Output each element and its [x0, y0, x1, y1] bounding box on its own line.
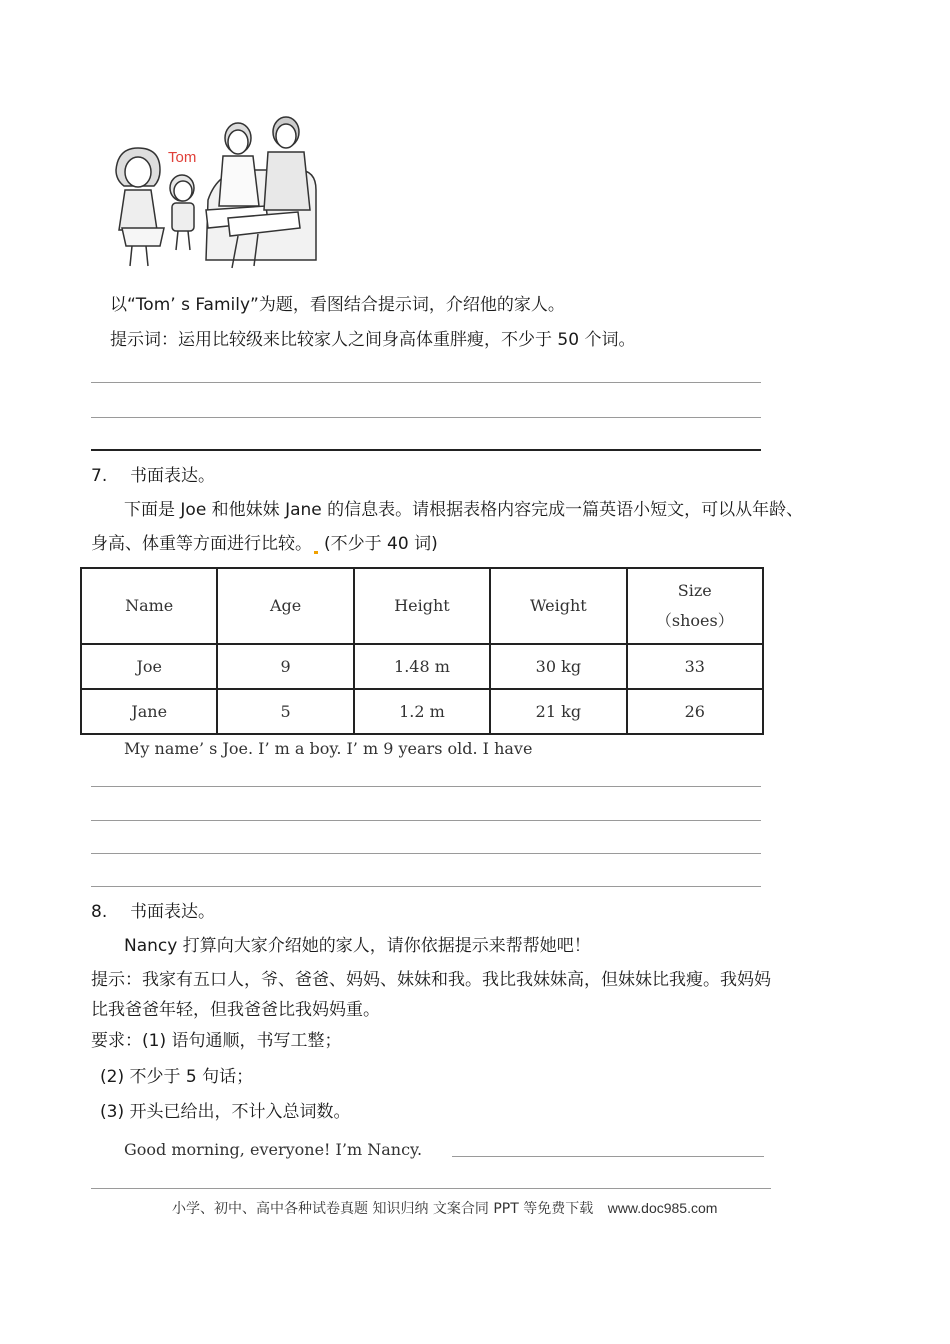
q7-intro-line1: 下面是 Joe 和他妹妹 Jane 的信息表。请根据表格内容完成一篇英语小短文，可以从年龄、 [124, 500, 804, 520]
q6-hint: 提示词：运用比较级来比较家人之间身高体重胖瘦，不少于 50 个词。 [110, 330, 636, 350]
q8-requirement-1: 要求：(1) 语句通顺，书写工整； [91, 1031, 342, 1051]
q8-starter: Good morning, everyone! I’m Nancy. [124, 1140, 423, 1159]
tom-label: Tom [168, 149, 197, 166]
parents-on-sofa [206, 117, 316, 268]
info-table [80, 567, 764, 735]
answer-line[interactable] [91, 886, 761, 887]
q7-intro-line2 [91, 534, 438, 554]
q8-intro: Nancy 打算向大家介绍她的家人，请你依据提示来帮帮她吧！ [124, 936, 591, 956]
table-cell: 1.2 m [354, 689, 490, 734]
header-cell: Weight [490, 568, 626, 644]
footer-url[interactable]: www.doc985.com [607, 1200, 718, 1216]
footer-divider [91, 1188, 771, 1189]
table-cell: 33 [627, 644, 763, 689]
q8-starter-line[interactable] [452, 1156, 764, 1157]
q8-requirement-3: (3) 开头已给出，不计入总词数。 [100, 1102, 351, 1122]
q6-instruction: 以“Tom’ s Family”为题，看图结合提示词，介绍他的家人。 [110, 295, 565, 315]
table-cell: 5 [217, 689, 353, 734]
answer-line[interactable] [91, 449, 761, 451]
tom-figure [170, 175, 194, 250]
table-row [81, 689, 763, 734]
table-header-row [81, 568, 763, 644]
footer [172, 1198, 717, 1218]
table-cell: 9 [217, 644, 353, 689]
q8-heading: 书面表达。 [130, 902, 215, 922]
answer-line[interactable] [91, 786, 761, 787]
header-size: Size [677, 581, 712, 600]
table-cell: Joe [81, 644, 217, 689]
table-cell: Jane [81, 689, 217, 734]
q8-number: 8. [91, 902, 108, 922]
answer-line[interactable] [91, 853, 761, 854]
header-cell: Age [217, 568, 353, 644]
q7-mark [314, 551, 318, 554]
q8-tips-line1: 提示：我家有五口人，爷、爸爸、妈妈、妹妹和我。我比我妹妹高，但妹妹比我瘦。我妈妈 [91, 970, 771, 990]
q7-number: 7. [91, 466, 108, 486]
header-cell: Name [81, 568, 217, 644]
q7-heading: 书面表达。 [130, 466, 215, 486]
family-illustration [108, 110, 318, 280]
answer-line[interactable] [91, 382, 761, 383]
table-cell: 26 [627, 689, 763, 734]
q7-word-limit: (不少于 40 词) [324, 534, 438, 554]
table-cell: 1.48 m [354, 644, 490, 689]
q8-requirement-2: (2) 不少于 5 句话； [100, 1067, 254, 1087]
q7-intro-text: 身高、体重等方面进行比较。 [91, 534, 312, 554]
q8-tips-line2: 比我爸爸年轻，但我爸爸比我妈妈重。 [91, 1000, 380, 1020]
header-shoes: （shoes） [655, 611, 734, 630]
footer-text: 小学、初中、高中各种试卷真题 知识归纳 文案合同 PPT 等免费下载 [172, 1201, 594, 1217]
header-cell [627, 568, 763, 644]
answer-line[interactable] [91, 820, 761, 821]
header-cell: Height [354, 568, 490, 644]
table-cell: 30 kg [490, 644, 626, 689]
girl-figure [116, 148, 164, 266]
answer-line[interactable] [91, 417, 761, 418]
q7-starter: My name’ s Joe. I’ m a boy. I’ m 9 years old. I have [124, 739, 533, 758]
table-row [81, 644, 763, 689]
table-cell: 21 kg [490, 689, 626, 734]
